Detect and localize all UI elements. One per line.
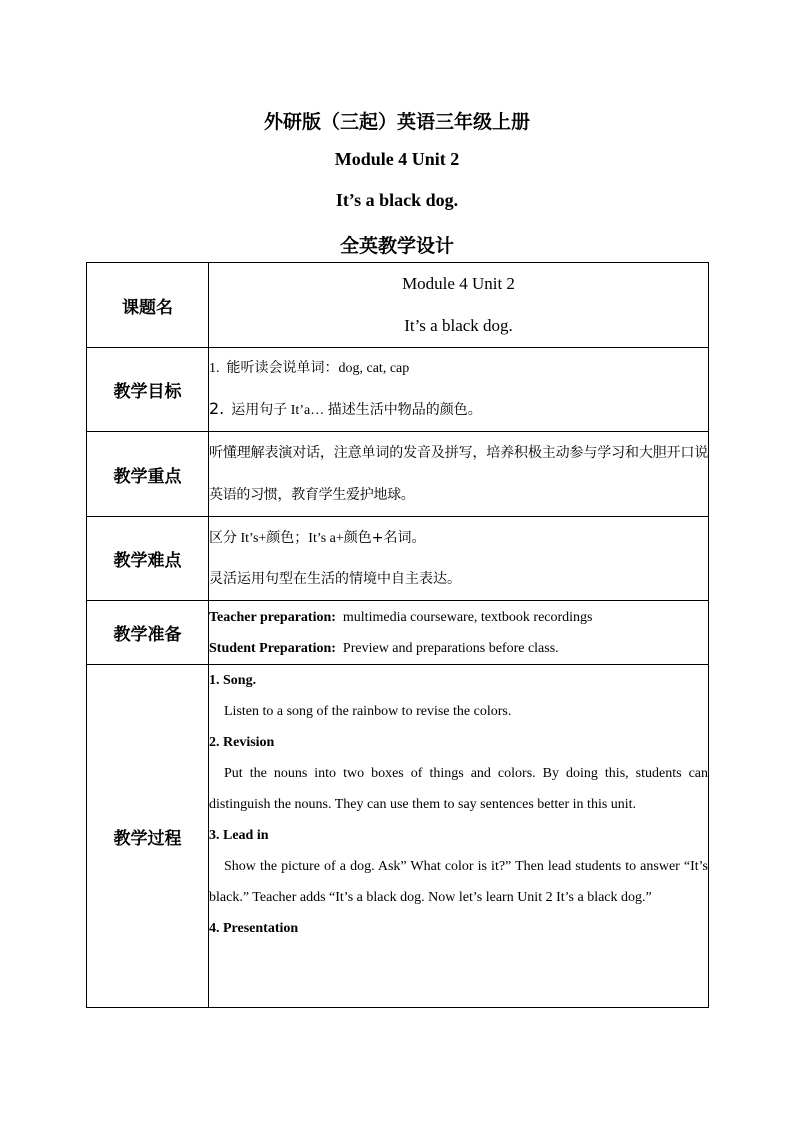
key-points-label: 教学重点: [87, 432, 209, 517]
topic-label: 课题名: [87, 263, 209, 348]
step-3-title: 3. Lead in: [209, 828, 269, 843]
student-preparation: Student Preparation: Preview and preparations before class.: [209, 640, 559, 656]
step-2-text: Put the nouns into two boxes of things and colors. By doing this, students can distinguish the nouns. They can use them to say sentences better in this unit.: [209, 766, 708, 812]
topic-row: [87, 263, 709, 348]
lesson-heading: It’s a black dog.: [335, 190, 459, 210]
objectives-row: [87, 348, 709, 432]
step-1-title: 1. Song.: [209, 673, 257, 688]
design-title: 全英教学设计: [339, 235, 454, 257]
objectives-label: 教学目标: [87, 348, 209, 432]
process-row: [87, 665, 709, 1008]
key-points-row: [87, 432, 709, 517]
step-2-title: 2. Revision: [209, 735, 275, 750]
module-unit-heading: Module 4 Unit 2: [334, 149, 460, 169]
process-content: [209, 665, 709, 1008]
key-points-text: 听懂理解表演对话，注意单词的发音及拼写，培养积极主动参与学习和大胆开口说英语的习惯，教育学生爱护地球。: [209, 445, 708, 503]
preparation-row: [87, 601, 709, 665]
difficulties-label: 教学难点: [87, 517, 209, 601]
step-3-text: Show the picture of a dog. Ask” What color is it?” Then lead students to answer “It’s black.” Teacher adds “It’s a black dog. Now let’s learn Unit 2 It’s a black dog.”: [209, 859, 708, 905]
preparation-label: 教学准备: [87, 601, 209, 665]
objective-1: 1. 能听读会说单词：dog, cat, cap: [209, 360, 410, 376]
topic-module-unit: Module 4 Unit 2: [402, 274, 515, 293]
objective-2: 2. 运用句子 It’a… 描述生活中物品的颜色。: [209, 399, 482, 418]
lesson-plan-table: [86, 262, 709, 1008]
process-label: 教学过程: [87, 665, 209, 1008]
topic-lesson: It’s a black dog.: [404, 316, 513, 335]
difficulty-2: 灵活运用句型在生活的情境中自主表达。: [209, 571, 461, 587]
key-points-content: [209, 432, 709, 517]
preparation-content: [209, 601, 709, 665]
objectives-content: [209, 348, 709, 432]
topic-content: [209, 263, 709, 348]
difficulties-content: [209, 517, 709, 601]
textbook-title: 外研版（三起）英语三年级上册: [263, 111, 530, 133]
difficulty-1: 区分 It’s+颜色；It’s a+颜色+名词。: [209, 530, 426, 546]
teacher-preparation: Teacher preparation: multimedia courseware, textbook recordings: [209, 609, 593, 625]
step-1-text: Listen to a song of the rainbow to revise the colors.: [224, 704, 512, 719]
difficulties-row: [87, 517, 709, 601]
step-4-title: 4. Presentation: [209, 921, 299, 936]
